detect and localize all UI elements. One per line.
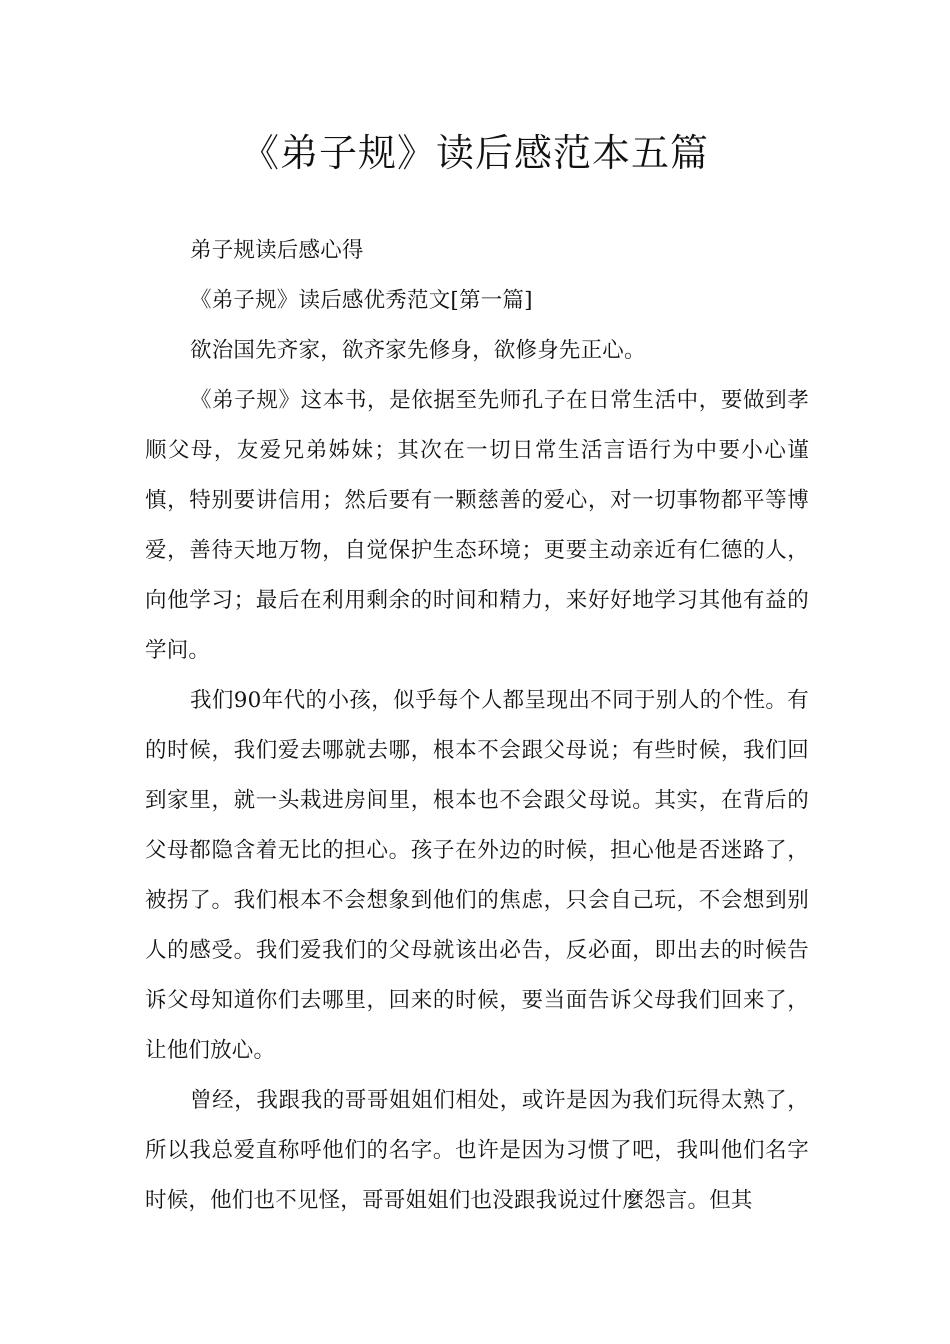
body-paragraph: 我们90年代的小孩，似乎每个人都呈现出不同于别人的个性。有的时候，我们爱去哪就去哪，根本不会跟父母说；有些时候，我们回到家里，就一头栽进房间里，根本也不会跟父母说。其实，在背后的父母都隐含着无比的担心。孩子在外边的时候，担心他是否迷路了，被拐了。我们根本不会想象到他们的焦虑，只会自己玩，不会想到别人的感受。我们爱我们的父母就该出必告，反必面，即出去的时候告诉父母知道你们去哪里，回来的时候，要当面告诉父母我们回来了，让他们放心。 [145, 688, 809, 1063]
essay-subtitle: 《弟子规》读后感优秀范文[第一篇] [190, 288, 533, 313]
body-paragraph: 《弟子规》这本书，是依据至先师孔子在日常生活中，要做到孝顺父母，友爱兄弟姊妹；其次在一切日常生活言语行为中要小心谨慎，特别要讲信用；然后要有一颗慈善的爱心，对一切事物都平等博爱，善待天地万物，自觉保护生态环境；更要主动亲近有仁德的人，向他学习；最后在利用剩余的时间和精力，来好好地学习其他有益的学问。 [145, 388, 809, 663]
document-body [145, 226, 809, 1226]
body-paragraph: 欲治国先齐家，欲齐家先修身，欲修身先正心。 [190, 338, 646, 363]
body-paragraph: 曾经，我跟我的哥哥姐姐们相处，或许是因为我们玩得太熟了，所以我总爱直称呼他们的名字。也许是因为习惯了吧，我叫他们名字时候，他们也不见怪，哥哥姐姐们也没跟我说过什麼怨言。但其 [145, 1088, 809, 1213]
section-heading: 弟子规读后感心得 [190, 238, 364, 263]
document-title: 《弟子规》读后感范本五篇 [240, 131, 709, 175]
